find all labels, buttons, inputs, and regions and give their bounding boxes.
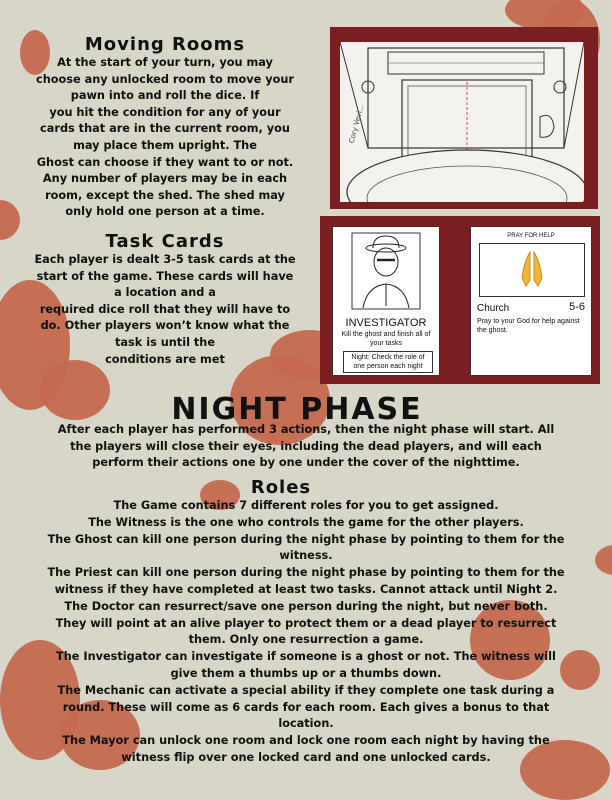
investigator-goal: Kill the ghost and finish all of your tasks (341, 331, 431, 347)
roles-title: Roles (250, 477, 312, 498)
task-card-location: Church (477, 303, 510, 314)
task-card-illustration (479, 243, 585, 297)
blood-splatter (0, 200, 20, 240)
moving-rooms-section (20, 34, 310, 221)
investigator-card (332, 226, 440, 376)
task-card-roll: 5-6 (569, 301, 585, 313)
night-phase-text: After each player has performed 3 actions, then the night phase will start. All the players will close their eyes, including the dead players, and will each perform their actions one by one under the cover of the nighttime. (57, 423, 555, 470)
investigator-portrait-icon (351, 232, 421, 310)
task-cards-text: Each player is dealt 3-5 task cards at the start of the game. These cards will have a location and a required dice roll that they will have to do. Other players won’t know what the task is until the conditions are met (34, 253, 296, 366)
task-card-header: PRAY FOR HELP (507, 233, 555, 239)
investigator-name: INVESTIGATOR (345, 317, 427, 329)
room-sketch-drawing (340, 42, 584, 202)
investigator-night-ability: Night: Check the role of one person each night (343, 351, 433, 373)
moving-rooms-title: Moving Rooms (84, 34, 246, 55)
task-card (470, 226, 592, 376)
night-phase-title: NIGHT PHASE (171, 392, 423, 427)
room-sketch (340, 42, 584, 202)
task-cards-title: Task Cards (105, 231, 225, 252)
blood-splatter (595, 545, 612, 575)
task-card-description: Pray to your God for help against the ghost. (477, 318, 580, 334)
praying-hands-icon (480, 244, 584, 296)
task-cards-section (20, 231, 310, 368)
sketch-frame (330, 27, 598, 209)
roles-text: The Game contains 7 different roles for you to get assigned. The Witness is the one who controls the game for the other players. The Ghost can kill one person during the night phase by pointing to them for the witness. The Priest can kill one person during the night phase by pointing to them for the witness if they have completed at least two tasks. Cannot attack until Night 2. The Doctor can resurrect/save one person during the night, but never both. They will point at an alive player to protect them or a dead player to resurrect them. Only one resurrection a game. The Investigator can investigate if someone is a ghost or not. The witness will give them a thumbs up or a thumbs down. The Mechanic can activate a special ability if they complete one task during a round. These will come as 6 cards for each room. Each gives a bonus to that location. The Mayor can unlock one room and lock one room each night by having the witness flip over one locked card and one unlocked cards. (47, 499, 565, 764)
night-phase-section (20, 392, 592, 472)
roles-section (20, 477, 592, 767)
cards-frame (320, 216, 600, 384)
moving-rooms-text: At the start of your turn, you may choose any unlocked room to move your pawn into and roll the dice. If you hit the condition for any of your cards that are in the current room, you may place them upright. The Ghost can choose if they want to or not. Any number of players may be in each room, except the shed. The shed may only hold one person at a time. (36, 56, 294, 219)
sketch-signature: Cory Vevi... (347, 103, 366, 145)
